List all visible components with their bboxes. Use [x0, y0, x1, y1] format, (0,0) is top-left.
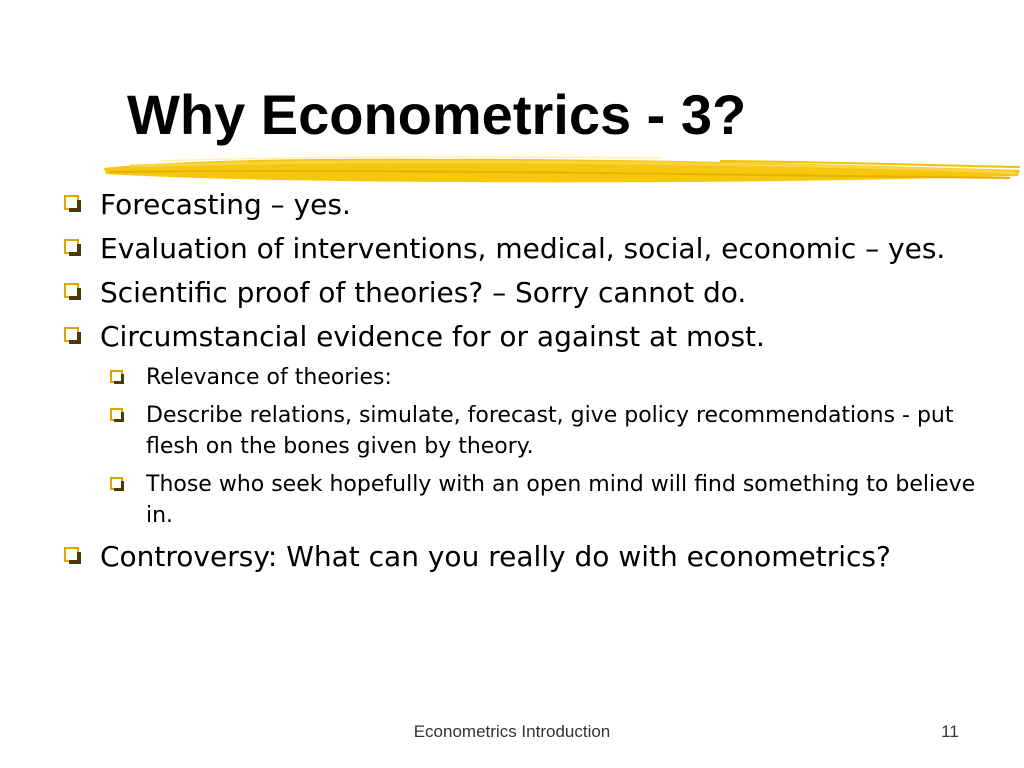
bullet-text: Controversy: What can you really do with econometrics?: [100, 540, 891, 573]
bullet-text: Scientific proof of theories? – Sorry cannot do.: [100, 276, 747, 309]
checkbox-bullet-icon: [110, 477, 123, 490]
checkbox-bullet-icon: [110, 370, 123, 383]
list-item: [62, 186, 992, 224]
list-item: [62, 318, 992, 356]
bullet-list: [62, 186, 992, 582]
bullet-text: Evaluation of interventions, medical, social, economic – yes.: [100, 232, 946, 265]
page-number: 11: [941, 722, 959, 741]
checkbox-bullet-icon: [64, 547, 79, 562]
checkbox-bullet-icon: [64, 195, 79, 210]
sub-list-item: [108, 400, 992, 462]
footer-title: Econometrics Introduction: [413, 722, 611, 741]
checkbox-bullet-icon: [110, 408, 123, 421]
sub-bullet-text: Describe relations, simulate, forecast, give policy recommendations - put flesh on the bones given by theory.: [146, 403, 954, 459]
list-item: [62, 538, 992, 576]
sub-bullet-text: Relevance of theories:: [146, 365, 392, 390]
slide-title: Why Econometrics - 3?: [127, 83, 747, 146]
bullet-text: Circumstancial evidence for or against at most.: [100, 320, 765, 353]
checkbox-bullet-icon: [64, 327, 79, 342]
list-item: [62, 274, 992, 312]
bullet-text: Forecasting – yes.: [100, 188, 351, 221]
title-underline-brush: [100, 146, 1024, 190]
sub-bullet-text: Those who seek hopefully with an open mind will find something to believe in.: [146, 472, 976, 528]
list-item: [62, 230, 992, 268]
sub-list-item: [108, 469, 992, 531]
checkbox-bullet-icon: [64, 283, 79, 298]
checkbox-bullet-icon: [64, 239, 79, 254]
sub-list-item: [108, 362, 992, 393]
